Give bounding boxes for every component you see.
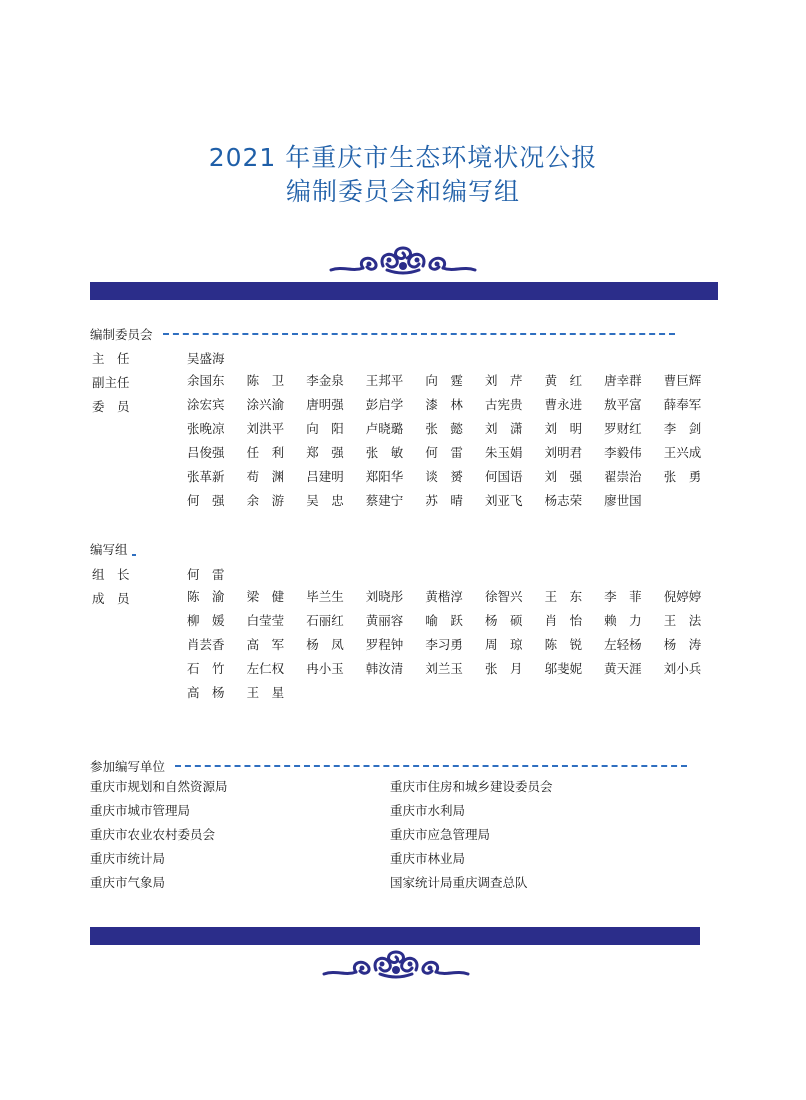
person-name: 苏 晴 [425, 493, 463, 508]
person-name: 王 东 [544, 589, 583, 604]
person-name: 刘洪平 [246, 421, 285, 436]
person-name: 毕兰生 [306, 589, 344, 604]
unit-item: 重庆市规划和自然资源局 [90, 779, 228, 794]
person-name: 苟 渊 [246, 469, 285, 484]
writers-heading [90, 540, 136, 558]
person-name: 翟崇治 [604, 469, 642, 484]
person-name: 黄楷淳 [425, 589, 463, 604]
person-name: 刘小兵 [663, 661, 702, 676]
person-name: 刘明君 [544, 445, 583, 460]
person-name: 石丽红 [306, 613, 344, 628]
person-name: 薛奉军 [663, 397, 702, 412]
committee-heading [90, 325, 675, 343]
person-name: 倪婷婷 [663, 589, 702, 604]
unit-item: 重庆市农业农村委员会 [90, 827, 216, 842]
person-name: 刘 明 [544, 421, 583, 436]
person-name: 蔡建宁 [365, 493, 404, 508]
person-name: 余 游 [246, 493, 285, 508]
person-name: 韩汝清 [365, 661, 404, 676]
person-name: 卢晓璐 [365, 421, 404, 436]
person-name: 张 勇 [663, 469, 702, 484]
units-heading-label: 参加编写单位 [90, 759, 166, 774]
page-subtitle: 编制委员会和编写组 [285, 177, 520, 206]
person-name: 刘 潇 [484, 421, 523, 436]
person-name: 杨 涛 [663, 637, 702, 652]
writer-member-list [187, 587, 727, 707]
person-name: 赖 力 [604, 613, 642, 628]
person-name: 向 霆 [425, 373, 463, 388]
dashed-rule [175, 765, 687, 767]
person-name: 彭启学 [365, 397, 404, 412]
person-name: 曹巨辉 [663, 373, 702, 388]
person-name: 陈 锐 [544, 637, 583, 652]
person-name: 高 军 [246, 637, 285, 652]
person-name: 何国语 [484, 469, 523, 484]
person-name: 李 剑 [663, 421, 702, 436]
decorative-band-top [90, 282, 718, 300]
committee-members-label: 委 员 [92, 399, 130, 414]
person-name: 邬斐妮 [544, 661, 583, 676]
person-name: 向 阳 [306, 421, 344, 436]
person-name: 刘亚飞 [484, 493, 523, 508]
dashed-rule [163, 333, 675, 335]
person-name: 唐幸群 [604, 373, 642, 388]
unit-item: 重庆市城市管理局 [90, 803, 191, 818]
person-name: 刘兰玉 [425, 661, 463, 676]
person-name: 李习勇 [425, 637, 463, 652]
person-name: 刘晓彤 [365, 589, 404, 604]
person-name: 涂宏宾 [187, 397, 225, 412]
director-name: 吴盛海 [187, 351, 225, 366]
person-name: 张晚凉 [187, 421, 225, 436]
dashed-rule [132, 554, 136, 556]
person-name: 敖平富 [604, 397, 642, 412]
person-name: 黄 红 [544, 373, 583, 388]
person-name: 张 懿 [425, 421, 463, 436]
unit-item: 重庆市应急管理局 [390, 827, 491, 842]
person-name: 陈 卫 [246, 373, 285, 388]
unit-item: 重庆市住房和城乡建设委员会 [390, 779, 553, 794]
units-heading [90, 757, 687, 775]
writers-members-label: 成 员 [92, 591, 130, 606]
decorative-ornament-top [323, 240, 483, 280]
person-name: 余国东 [187, 373, 225, 388]
page-title: 2021 年重庆市生态环境状况公报 [208, 143, 598, 172]
person-name: 冉小玉 [306, 661, 344, 676]
person-name: 郑 强 [306, 445, 344, 460]
unit-item: 重庆市气象局 [90, 875, 166, 890]
person-name: 吕俊强 [187, 445, 225, 460]
unit-item: 重庆市林业局 [390, 851, 466, 866]
person-name: 左仁权 [246, 661, 285, 676]
person-name: 杨 凤 [306, 637, 344, 652]
person-name: 廖世国 [604, 493, 642, 508]
person-name: 张 敏 [365, 445, 404, 460]
person-name: 左轻杨 [604, 637, 642, 652]
person-name: 漆 林 [425, 397, 463, 412]
person-name: 陈 渝 [187, 589, 225, 604]
committee-heading-label: 编制委员会 [90, 327, 153, 342]
person-name: 李 菲 [604, 589, 642, 604]
person-name: 黄天涯 [604, 661, 642, 676]
person-name: 高 杨 [187, 685, 225, 700]
person-name: 黄丽容 [365, 613, 404, 628]
unit-item: 重庆市统计局 [90, 851, 166, 866]
person-name: 涂兴渝 [246, 397, 285, 412]
person-name: 朱玉娟 [484, 445, 523, 460]
person-name: 肖 怡 [544, 613, 583, 628]
person-name: 古宪贵 [484, 397, 523, 412]
person-name: 曹永进 [544, 397, 583, 412]
person-name: 柳 媛 [187, 613, 225, 628]
unit-item: 重庆市水利局 [390, 803, 466, 818]
person-name: 唐明强 [306, 397, 344, 412]
person-name: 刘 芹 [484, 373, 523, 388]
person-name: 罗财红 [604, 421, 642, 436]
person-name: 吕建明 [306, 469, 344, 484]
decorative-band-bottom [90, 927, 700, 945]
person-name: 李毅伟 [604, 445, 642, 460]
decorative-ornament-bottom [316, 944, 476, 984]
leader-name: 何 雷 [187, 567, 225, 582]
writers-heading-label: 编写组 [90, 542, 128, 557]
person-name: 杨志荣 [544, 493, 583, 508]
vice-director-list [187, 371, 727, 395]
person-name: 张革新 [187, 469, 225, 484]
person-name: 喻 跃 [425, 613, 463, 628]
person-name: 白莹莹 [246, 613, 285, 628]
person-name: 刘 强 [544, 469, 583, 484]
person-name: 王邦平 [365, 373, 404, 388]
person-name: 梁 健 [246, 589, 285, 604]
director-label: 主 任 [92, 351, 130, 366]
person-name: 张 月 [484, 661, 523, 676]
unit-item: 国家统计局重庆调查总队 [390, 875, 528, 890]
person-name: 周 琼 [484, 637, 523, 652]
person-name: 任 利 [246, 445, 285, 460]
person-name: 王 法 [663, 613, 702, 628]
person-name: 王兴成 [663, 445, 702, 460]
vice-director-label: 副主任 [92, 375, 130, 390]
person-name: 徐智兴 [484, 589, 523, 604]
person-name: 郑阳华 [365, 469, 404, 484]
person-name: 李金泉 [306, 373, 344, 388]
person-name: 石 竹 [187, 661, 225, 676]
person-name: 王 星 [246, 685, 285, 700]
committee-member-list [187, 395, 727, 515]
person-name: 杨 硕 [484, 613, 523, 628]
person-name: 罗程钟 [365, 637, 404, 652]
person-name: 吴 忠 [306, 493, 344, 508]
person-name: 何 强 [187, 493, 225, 508]
person-name: 何 雷 [425, 445, 463, 460]
person-name: 肖芸香 [187, 637, 225, 652]
leader-label: 组 长 [92, 567, 130, 582]
person-name: 谈 赟 [425, 469, 463, 484]
